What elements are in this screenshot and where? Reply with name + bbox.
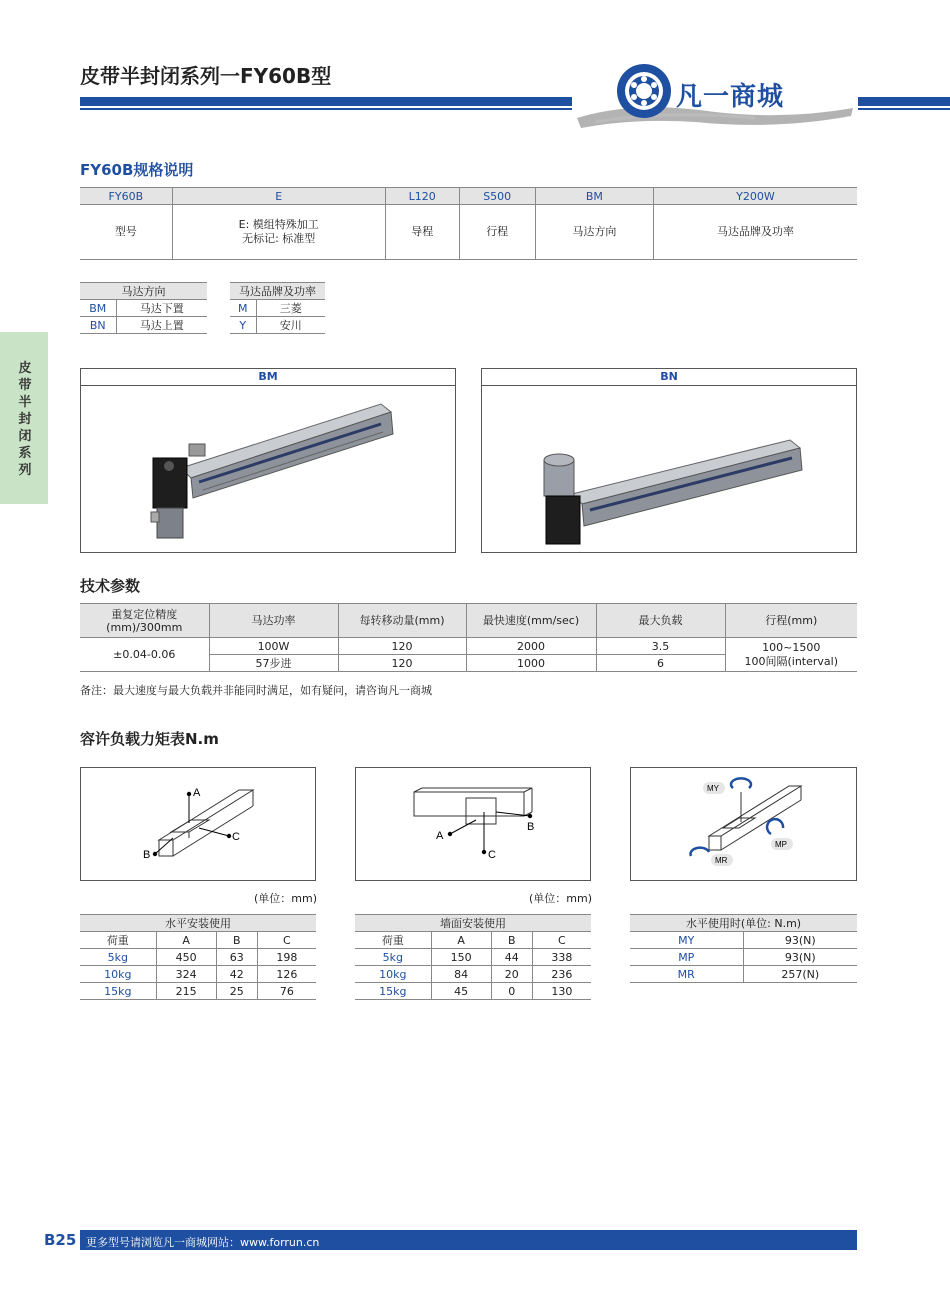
header-line: 重复定位精度 [111, 607, 178, 621]
axis-label: MP [775, 840, 787, 849]
tech-header [80, 604, 209, 638]
table-cell: 198 [257, 949, 316, 966]
table-cell: 257(N) [743, 966, 857, 983]
moment-cell: MY [630, 932, 743, 949]
col-header: A [156, 932, 216, 949]
table-cell: 150 [431, 949, 491, 966]
table-cell: 338 [532, 949, 591, 966]
tech-header: 行程(mm) [725, 604, 857, 638]
spec-code: BM [535, 188, 653, 205]
header-line: (mm)/300mm [106, 620, 183, 634]
table-caption: 水平使用时(单位: N.m) [630, 915, 857, 932]
spec-desc-line: 无标记: 标准型 [242, 232, 316, 245]
axis-label: B [527, 821, 535, 833]
wall-diagram [355, 767, 591, 881]
motor-direction-table [80, 282, 207, 334]
table-row [355, 966, 591, 983]
bn-image-panel [481, 368, 857, 553]
table-row [80, 983, 316, 1000]
value-cell: 马达下置 [116, 300, 207, 317]
table-cell: 42 [216, 966, 257, 983]
col-header: A [431, 932, 491, 949]
spec-code: S500 [459, 188, 535, 205]
table-cell: 63 [216, 949, 257, 966]
table-cell: 25 [216, 983, 257, 1000]
table-row [80, 300, 207, 317]
axis-label: MR [715, 856, 728, 865]
table-cell: 1000 [466, 655, 596, 672]
code-cell: M [230, 300, 256, 317]
table-cell: 93(N) [743, 949, 857, 966]
code-cell: BN [80, 317, 116, 334]
tech-header: 最快速度(mm/sec) [466, 604, 596, 638]
spec-code: E [172, 188, 385, 205]
col-header: C [257, 932, 316, 949]
col-header: 荷重 [355, 932, 431, 949]
table-row [80, 949, 316, 966]
panel-label: BM [81, 369, 455, 386]
wall-load-table [355, 914, 591, 1000]
axis-label: A [193, 787, 201, 799]
logo-text: 凡一商城 [676, 82, 785, 112]
table-cell: 84 [431, 966, 491, 983]
load-cell: 10kg [355, 966, 431, 983]
table-cell: 215 [156, 983, 216, 1000]
table-cell: 120 [338, 655, 466, 672]
tech-heading: 技术参数 [80, 577, 141, 595]
stroke-cell [725, 638, 857, 672]
table-row [630, 966, 857, 983]
table-cell: 93(N) [743, 932, 857, 949]
table-cell: 76 [257, 983, 316, 1000]
axis-label: A [436, 830, 444, 842]
spec-heading: FY60B规格说明 [80, 161, 194, 179]
table-caption: 马达品牌及功率 [230, 283, 325, 300]
header-rule-right-thin [858, 108, 950, 110]
horizontal-mount-diagram [81, 768, 315, 880]
page-number: B25 [44, 1231, 77, 1249]
axis-label: C [488, 849, 496, 861]
table-caption: 水平安装使用 [80, 915, 316, 932]
table-cell: 3.5 [596, 638, 725, 655]
spec-table [80, 187, 857, 260]
table-cell: 44 [491, 949, 532, 966]
tech-note: 备注：最大速度与最大负载并非能同时满足，如有疑问，请咨询凡一商城 [80, 684, 432, 697]
unit-label: (单位：mm) [254, 892, 318, 905]
table-row [355, 983, 591, 1000]
table-cell: 2000 [466, 638, 596, 655]
load-cell: 15kg [355, 983, 431, 1000]
load-cell: 5kg [80, 949, 156, 966]
bm-image-panel [80, 368, 456, 553]
table-cell: 45 [431, 983, 491, 1000]
moment-direction-diagram [631, 768, 856, 880]
moment-cell: MP [630, 949, 743, 966]
table-cell: 20 [491, 966, 532, 983]
table-row [630, 949, 857, 966]
table-row [80, 638, 857, 655]
table-row [80, 966, 316, 983]
load-cell: 5kg [355, 949, 431, 966]
tech-header: 最大负载 [596, 604, 725, 638]
table-cell: 120 [338, 638, 466, 655]
spec-desc: 型号 [80, 205, 172, 260]
spec-desc: 马达品牌及功率 [653, 205, 857, 260]
spec-desc: 马达方向 [535, 205, 653, 260]
table-row [630, 932, 857, 949]
spec-code: FY60B [80, 188, 172, 205]
stroke-line: 100~1500 [762, 640, 821, 654]
table-cell: 100W [209, 638, 338, 655]
header-rule [80, 97, 572, 106]
axis-label: B [143, 849, 151, 861]
header-rule-right [858, 97, 950, 106]
horizontal-diagram [80, 767, 316, 881]
spec-desc [172, 205, 385, 260]
table-cell: 130 [532, 983, 591, 1000]
side-tab-label: 皮带半封闭系列 [18, 361, 32, 478]
value-cell: 三菱 [256, 300, 325, 317]
spec-desc: 导程 [385, 205, 459, 260]
table-caption: 墙面安装使用 [355, 915, 591, 932]
accuracy-cell: ±0.04-0.06 [80, 638, 209, 672]
code-cell: BM [80, 300, 116, 317]
table-cell: 236 [532, 966, 591, 983]
motor-brand-table [230, 282, 325, 334]
axis-label: MY [707, 784, 719, 793]
col-header: C [532, 932, 591, 949]
table-cell: 324 [156, 966, 216, 983]
moment-diagram [630, 767, 857, 881]
spec-desc-line: E: 模组特殊加工 [238, 218, 319, 231]
table-cell: 0 [491, 983, 532, 1000]
moment-heading: 容许负载力矩表N.m [80, 730, 219, 748]
tech-header: 每转移动量(mm) [338, 604, 466, 638]
value-cell: 安川 [256, 317, 325, 334]
table-row [355, 949, 591, 966]
table-row [230, 300, 325, 317]
value-cell: 马达上置 [116, 317, 207, 334]
moment-level-table [630, 914, 857, 983]
footer-link[interactable]: 更多型号请浏览凡一商城网站：www.forrun.cn [86, 1236, 320, 1249]
spec-desc: 行程 [459, 205, 535, 260]
spec-code: L120 [385, 188, 459, 205]
code-cell: Y [230, 317, 256, 334]
page-title: 皮带半封闭系列一FY60B型 [80, 64, 332, 88]
axis-label: C [232, 831, 240, 843]
load-cell: 15kg [80, 983, 156, 1000]
panel-label: BN [482, 369, 856, 386]
table-cell: 57步进 [209, 655, 338, 672]
table-cell: 126 [257, 966, 316, 983]
col-header: B [216, 932, 257, 949]
unit-label: (单位：mm) [529, 892, 593, 905]
header-rule-thin [80, 108, 572, 110]
bearing-logo-icon [615, 62, 673, 120]
tech-table [80, 603, 857, 672]
table-row [80, 317, 207, 334]
col-header: 荷重 [80, 932, 156, 949]
tech-header: 马达功率 [209, 604, 338, 638]
load-cell: 10kg [80, 966, 156, 983]
wall-mount-diagram [356, 768, 590, 880]
horizontal-load-table [80, 914, 316, 1000]
table-caption: 马达方向 [80, 283, 207, 300]
actuator-bn-image [482, 386, 856, 552]
col-header: B [491, 932, 532, 949]
table-row [230, 317, 325, 334]
moment-cell: MR [630, 966, 743, 983]
table-cell: 450 [156, 949, 216, 966]
table-cell: 6 [596, 655, 725, 672]
actuator-bm-image [81, 386, 455, 552]
stroke-line: 100间隔(interval) [744, 654, 839, 668]
spec-code: Y200W [653, 188, 857, 205]
